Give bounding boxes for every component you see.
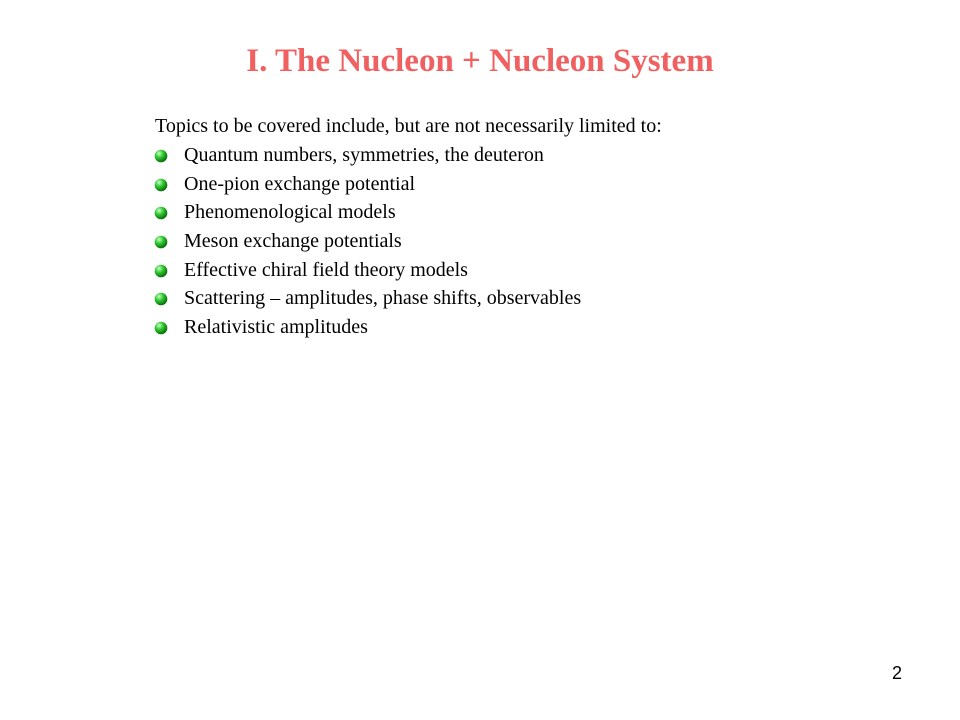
list-item-text: One-pion exchange potential	[184, 172, 416, 195]
green-sphere-bullet-icon	[154, 264, 168, 278]
topic-list	[150, 141, 581, 342]
list-item	[150, 170, 581, 199]
green-sphere-bullet-icon	[154, 292, 168, 306]
list-item-text: Phenomenological models	[184, 201, 396, 224]
list-item-text: Relativistic amplitudes	[184, 316, 368, 339]
page-number: 2	[891, 663, 902, 683]
list-item-text: Effective chiral field theory models	[184, 258, 468, 281]
list-item	[150, 313, 581, 342]
green-sphere-bullet-icon	[154, 178, 168, 192]
list-item-text: Scattering – amplitudes, phase shifts, observables	[184, 287, 582, 310]
intro-text: Topics to be covered include, but are not necessarily limited to:	[155, 115, 662, 137]
list-item-text: Meson exchange potentials	[184, 230, 402, 253]
green-sphere-bullet-icon	[154, 321, 168, 335]
list-item	[150, 256, 581, 285]
slide-title: I. The Nucleon + Nucleon System	[246, 43, 714, 79]
list-item	[150, 284, 581, 313]
green-sphere-bullet-icon	[154, 235, 168, 249]
green-sphere-bullet-icon	[154, 206, 168, 220]
list-item	[150, 227, 581, 256]
list-item	[150, 198, 581, 227]
list-item-text: Quantum numbers, symmetries, the deuteron	[184, 144, 544, 166]
list-item	[150, 141, 581, 170]
green-sphere-bullet-icon	[154, 149, 168, 163]
